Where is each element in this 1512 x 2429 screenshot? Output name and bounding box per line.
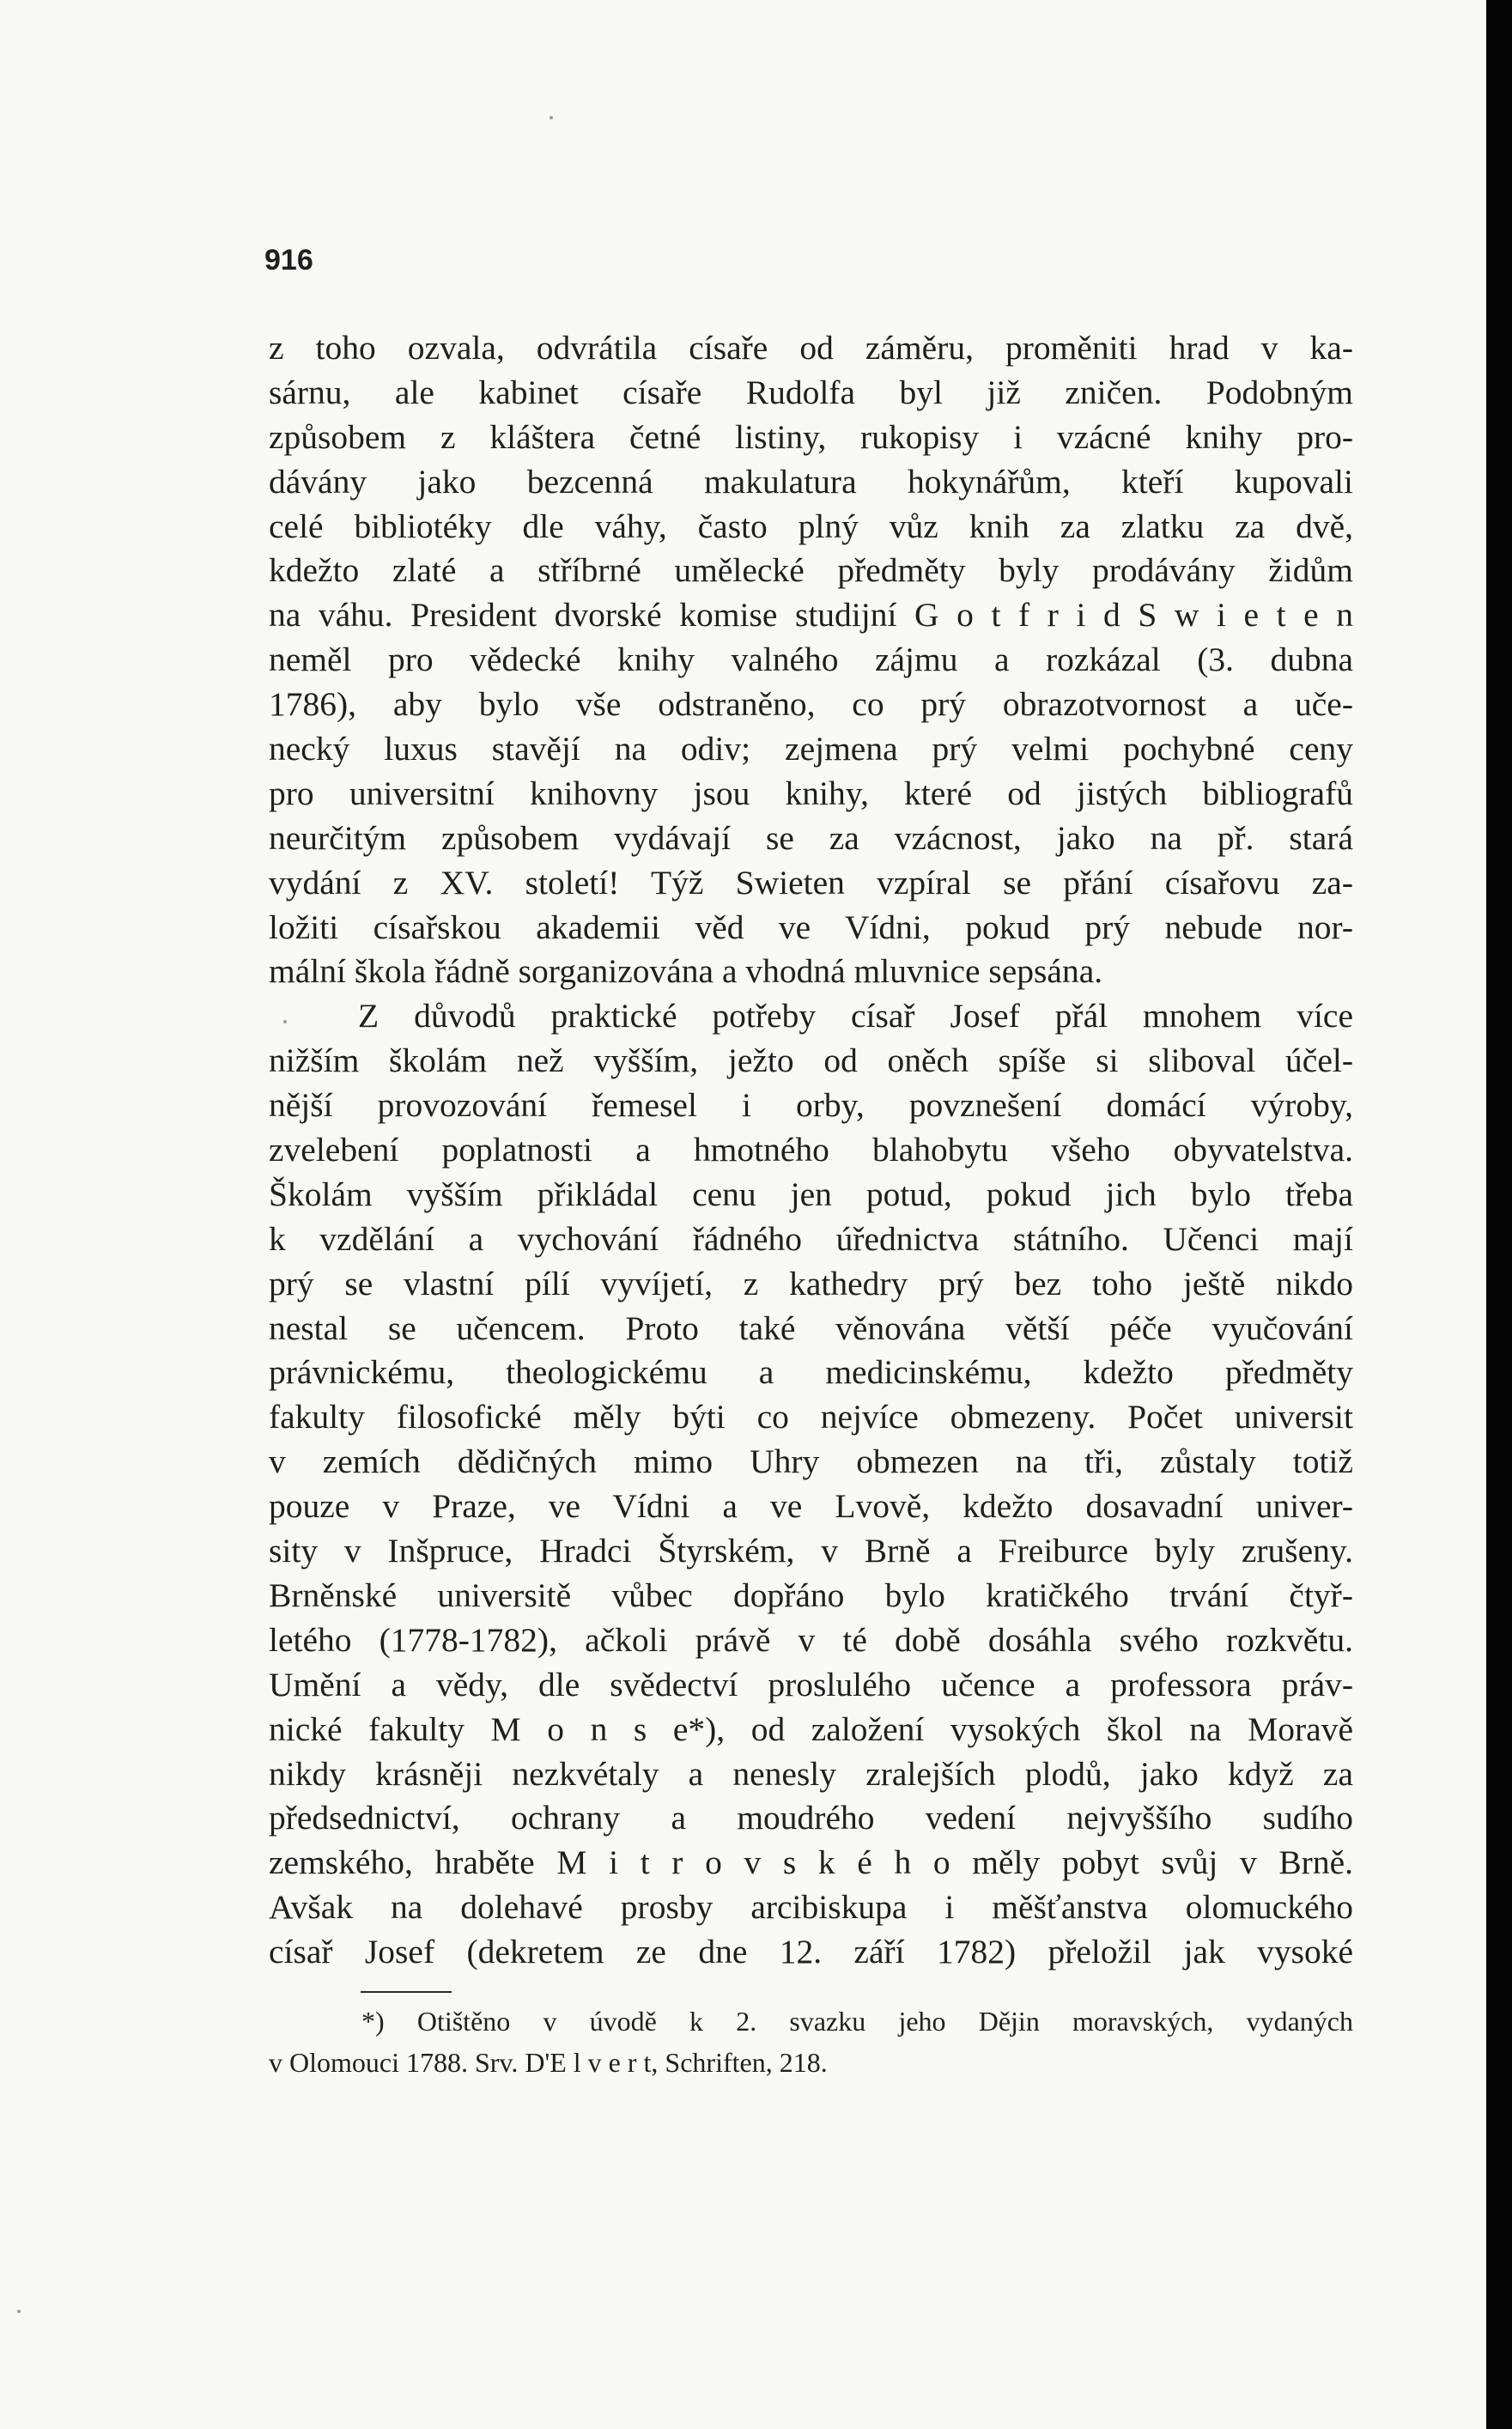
scan-edge <box>1486 0 1512 2429</box>
text-line: nikdy krásněji nezkvétaly a nenesly zralejších plodů, jako když za <box>269 1754 1353 1793</box>
scan-speck <box>283 1020 287 1023</box>
text-line: ložiti císařskou akademii věd ve Vídni, pokud prý nebude nor- <box>269 908 1353 946</box>
text-line: nické fakulty M o n s e*), od založení vysokých škol na Moravě <box>269 1709 1353 1748</box>
text-line: vydání z XV. století! Týž Swieten vzpíral se přání císařovu za- <box>269 863 1353 902</box>
text-line: zemského, hraběte M i t r o v s k é h o měly pobyt svůj v Brně. <box>269 1843 1353 1882</box>
text-line: Umění a vědy, dle svědectví proslulého učence a professora práv- <box>269 1665 1353 1703</box>
text-line: fakulty filosofické měly býti co nejvíce obmezeny. Počet universit <box>269 1398 1353 1436</box>
text-line: Školám vyšším přikládal cenu jen potud, pokud jich bylo třeba <box>269 1175 1353 1213</box>
text-line: na váhu. President dvorské komise studijní G o t f r i d S w i e t e n <box>269 596 1353 635</box>
text-line: způsobem z kláštera četné listiny, rukopisy i vzácné knihy pro- <box>269 417 1353 456</box>
text-line: sity v Inšpruce, Hradci Štyrském, v Brně a Freiburce byly zrušeny. <box>269 1532 1353 1570</box>
text-line: prý se vlastní pílí vyvíjetí, z kathedry prý bez toho ještě nikdo <box>269 1264 1353 1303</box>
text-line: předsednictví, ochrany a moudrého vedení nejvyššího sudího <box>269 1799 1353 1837</box>
footnote-line: *) Otištěno v úvodě k 2. svazku jeho Dějin moravských, vydaných <box>361 2006 1353 2037</box>
text-line: Brněnské universitě vůbec dopřáno bylo kratičkého trvání čtyř- <box>269 1576 1353 1614</box>
text-line: pouze v Praze, ve Vídni a ve Lvově, kdežto dosavadní univer- <box>269 1487 1353 1526</box>
text-line: zvelebení poplatnosti a hmotného blahobytu všeho obyvatelstva. <box>269 1131 1353 1169</box>
text-line: neurčitým způsobem vydávají se za vzácnost, jako na př. stará <box>269 818 1353 857</box>
text-line: sárnu, ale kabinet císaře Rudolfa byl již zničen. Podobným <box>269 373 1353 411</box>
page-number: 916 <box>264 244 313 276</box>
footnote-divider <box>361 1991 452 1993</box>
text-line: 1786), aby bylo vše odstraněno, co prý obrazotvornost a uče- <box>269 685 1353 724</box>
text-line: nestal se učencem. Proto také věnována větší péče vyučování <box>269 1309 1353 1347</box>
text-line: k vzdělání a vychování řádného úřednictva státního. Učenci mají <box>269 1219 1353 1258</box>
text-line: v zemích dědičných mimo Uhry obmezen na tři, zůstaly totiž <box>269 1442 1353 1481</box>
text-line: nižším školám než vyšším, ježto od oněch spíše si sliboval účel- <box>269 1041 1353 1080</box>
text-line: dávány jako bezcenná makulatura hokynářům, kteří kupovali <box>269 462 1353 501</box>
text-line: Avšak na dolehavé prosby arcibiskupa i měšťanstva olomuckého <box>269 1888 1353 1927</box>
text-line: neměl pro vědecké knihy valného zájmu a rozkázal (3. dubna <box>269 641 1353 679</box>
scan-speck <box>550 116 553 119</box>
text-line: kdežto zlaté a stříbrné umělecké předměty byly prodávány židům <box>269 551 1353 590</box>
paragraph-start-line: Z důvodů praktické potřeby císař Josef přál mnohem více <box>358 997 1353 1035</box>
text-line: z toho ozvala, odvrátila císaře od záměru, proměniti hrad v ka- <box>269 329 1353 367</box>
footnote-line: v Olomouci 1788. Srv. D'E l v e r t, Schriften, 218. <box>269 2047 828 2078</box>
text-line: právnickému, theologickému a medicinskému, kdežto předměty <box>269 1353 1353 1392</box>
scan-speck <box>17 2310 21 2313</box>
body-text <box>269 326 1353 1975</box>
text-line: celé bibliotéky dle váhy, často plný vůz knih za zlatku za dvě, <box>269 507 1353 545</box>
text-line: necký luxus stavějí na odiv; zejmena prý velmi pochybné ceny <box>269 730 1353 768</box>
paragraph-end-line: mální škola řádně sorganizována a vhodná mluvnice sepsána. <box>269 952 1103 991</box>
text-line: letého (1778-1782), ačkoli právě v té době dosáhla svého rozkvětu. <box>269 1620 1353 1659</box>
footnote <box>269 2001 1353 2083</box>
text-line: císař Josef (dekretem ze dne 12. září 1782) přeložil jak vysoké <box>269 1933 1353 1971</box>
text-line: nější provozování řemesel i orby, povznešení domácí výroby, <box>269 1086 1353 1125</box>
text-line: pro universitní knihovny jsou knihy, které od jistých bibliografů <box>269 774 1353 812</box>
